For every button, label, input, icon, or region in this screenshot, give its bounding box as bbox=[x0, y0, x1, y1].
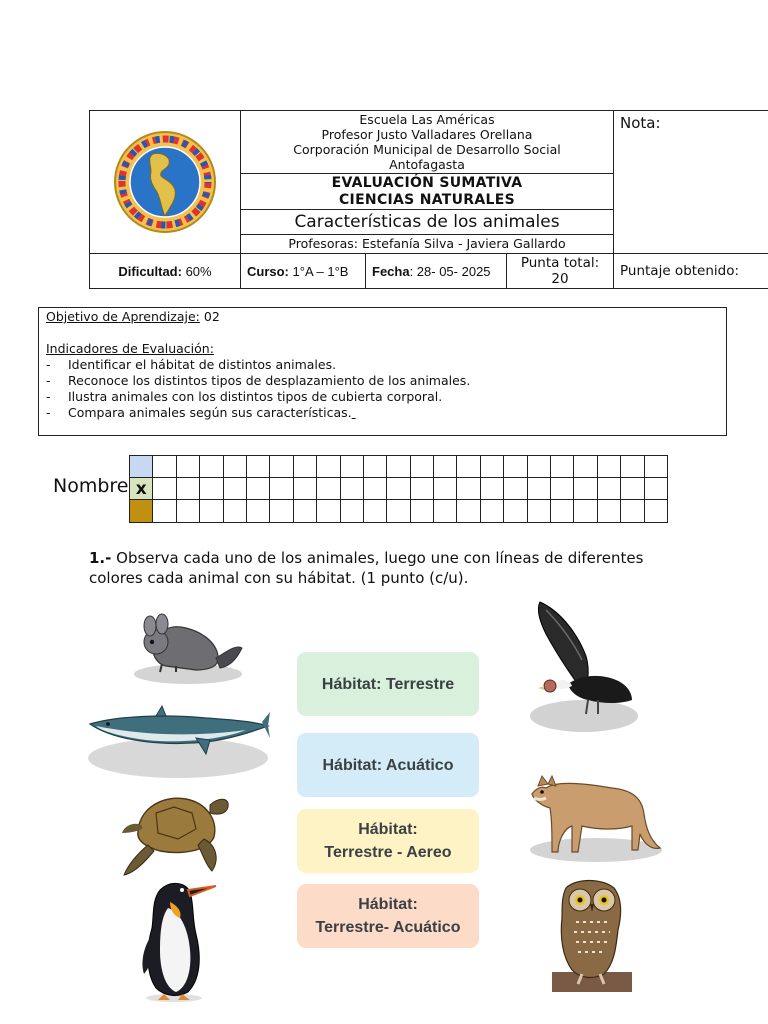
name-grid-cell[interactable] bbox=[223, 500, 246, 522]
name-grid-cell[interactable] bbox=[293, 456, 316, 478]
name-grid[interactable] bbox=[129, 455, 668, 523]
name-grid-cell[interactable] bbox=[387, 456, 410, 478]
name-grid-cell[interactable] bbox=[480, 478, 503, 500]
difficulty-cell bbox=[89, 253, 241, 289]
fecha-cell bbox=[365, 253, 507, 289]
name-grid-cell[interactable] bbox=[270, 500, 293, 522]
name-grid-cell[interactable] bbox=[317, 500, 340, 522]
name-grid-cell[interactable] bbox=[293, 478, 316, 500]
name-grid-cell[interactable] bbox=[574, 500, 597, 522]
name-grid-cell[interactable] bbox=[551, 478, 574, 500]
name-grid-cell[interactable] bbox=[527, 478, 550, 500]
name-grid-cell[interactable] bbox=[270, 456, 293, 478]
curso-cell bbox=[240, 253, 366, 289]
name-grid-cell[interactable] bbox=[621, 500, 644, 522]
name-grid-cell[interactable] bbox=[480, 456, 503, 478]
fecha-label: Fecha bbox=[372, 263, 410, 279]
punta-total-cell bbox=[506, 253, 614, 289]
header-table bbox=[89, 110, 768, 289]
habitat-box-terrestre[interactable]: Hábitat: Terrestre bbox=[297, 652, 479, 716]
name-grid-cell[interactable] bbox=[246, 478, 269, 500]
school-director: Profesor Justo Valladares Orellana bbox=[321, 127, 533, 142]
name-grid-cell[interactable] bbox=[644, 500, 667, 522]
habitat-box-terrestre-aereo[interactable]: Hábitat: Terrestre - Aereo bbox=[297, 809, 479, 873]
name-grid-cell[interactable] bbox=[434, 456, 457, 478]
name-grid-cell[interactable] bbox=[597, 456, 620, 478]
name-grid-cell[interactable] bbox=[504, 456, 527, 478]
name-label: Nombre bbox=[53, 475, 129, 497]
name-grid-cell[interactable] bbox=[527, 500, 550, 522]
objective-label: Objetivo de Aprendizaje: bbox=[46, 309, 200, 324]
penguin-icon[interactable] bbox=[130, 878, 220, 1002]
name-grid-cell[interactable] bbox=[574, 456, 597, 478]
whale-icon[interactable] bbox=[86, 702, 270, 782]
habitat-box-terrestre-acuatico[interactable]: Hábitat: Terrestre- Acuático bbox=[297, 884, 479, 948]
name-grid-cell[interactable] bbox=[457, 478, 480, 500]
name-grid-cell[interactable] bbox=[597, 478, 620, 500]
puma-icon[interactable] bbox=[528, 768, 664, 864]
school-corporation: Corporación Municipal de Desarrollo Social bbox=[293, 142, 561, 157]
name-grid-cell[interactable] bbox=[387, 500, 410, 522]
name-grid-cell[interactable] bbox=[363, 500, 386, 522]
objective-value: 02 bbox=[199, 309, 220, 324]
objective-box bbox=[38, 307, 727, 436]
habitat-box-acuatico[interactable]: Hábitat: Acuático bbox=[297, 733, 479, 797]
teachers: Profesoras: Estefanía Silva - Javiera Gallardo bbox=[288, 236, 566, 251]
name-grid-cell[interactable] bbox=[317, 478, 340, 500]
subject-cell bbox=[240, 209, 614, 235]
name-grid-cell[interactable] bbox=[130, 456, 153, 478]
name-grid-cell[interactable] bbox=[200, 500, 223, 522]
name-grid-row bbox=[130, 500, 668, 522]
name-grid-cell[interactable] bbox=[246, 500, 269, 522]
name-grid-cell[interactable] bbox=[176, 478, 199, 500]
eval-subject: CIENCIAS NATURALES bbox=[338, 192, 515, 208]
indicator-item: - Ilustra animales con los distintos tipos de cubierta corporal. bbox=[46, 389, 443, 404]
logo-cell bbox=[89, 110, 241, 254]
indicator-item: - Reconoce los distintos tipos de desplazamiento de los animales. bbox=[46, 373, 471, 388]
school-city: Antofagasta bbox=[389, 157, 465, 172]
name-grid-row bbox=[130, 456, 668, 478]
name-grid-cell[interactable] bbox=[340, 456, 363, 478]
name-grid-cell[interactable] bbox=[153, 500, 176, 522]
name-grid-cell[interactable] bbox=[410, 456, 433, 478]
name-grid-cell[interactable] bbox=[434, 500, 457, 522]
indicator-item: - Identificar el hábitat de distintos animales. bbox=[46, 357, 337, 372]
name-grid-cell[interactable] bbox=[410, 478, 433, 500]
school-logo-icon bbox=[113, 130, 217, 234]
name-grid-cell[interactable] bbox=[270, 478, 293, 500]
punta-total-value: 20 bbox=[551, 271, 569, 287]
name-grid-cell[interactable] bbox=[130, 500, 153, 522]
name-grid-cell[interactable] bbox=[223, 478, 246, 500]
name-grid-cell[interactable] bbox=[340, 500, 363, 522]
indicator-item: - Compara animales según sus características. bbox=[46, 405, 352, 420]
name-grid-cell[interactable] bbox=[246, 456, 269, 478]
name-grid-cell[interactable] bbox=[644, 456, 667, 478]
name-grid-cell[interactable] bbox=[457, 500, 480, 522]
puntaje-label: Puntaje obtenido: bbox=[620, 263, 740, 279]
name-grid-row bbox=[130, 478, 668, 500]
name-grid-cell[interactable] bbox=[551, 456, 574, 478]
name-mark[interactable]: x bbox=[130, 478, 153, 500]
name-grid-cell[interactable] bbox=[387, 478, 410, 500]
name-grid-cell[interactable] bbox=[293, 500, 316, 522]
name-grid-cell[interactable] bbox=[597, 500, 620, 522]
name-grid-cell[interactable] bbox=[434, 478, 457, 500]
question-text: Observa cada uno de los animales, luego une con líneas de diferentes colores cada animal con su hábitat. (1 punto (c/u). bbox=[89, 549, 644, 587]
punta-total-label: Punta total: bbox=[520, 255, 600, 271]
name-grid-cell[interactable] bbox=[410, 500, 433, 522]
name-grid-cell[interactable] bbox=[223, 456, 246, 478]
name-grid-cell[interactable] bbox=[480, 500, 503, 522]
name-grid-cell[interactable] bbox=[527, 456, 550, 478]
name-grid-cell[interactable] bbox=[504, 500, 527, 522]
teachers-cell bbox=[240, 234, 614, 254]
name-grid-cell[interactable] bbox=[340, 478, 363, 500]
name-grid-cell[interactable] bbox=[363, 456, 386, 478]
name-grid-cell[interactable] bbox=[176, 456, 199, 478]
question-1 bbox=[89, 548, 689, 588]
curso-label: Curso: bbox=[247, 263, 289, 279]
name-grid-cell[interactable] bbox=[644, 478, 667, 500]
eval-title: EVALUACIÓN SUMATIVA bbox=[331, 175, 523, 191]
name-grid-cell[interactable] bbox=[363, 478, 386, 500]
name-grid-cell[interactable] bbox=[153, 478, 176, 500]
puntaje-cell bbox=[613, 253, 768, 289]
name-grid-cell[interactable] bbox=[504, 478, 527, 500]
school-name: Escuela Las Américas bbox=[359, 112, 495, 127]
chinchilla-icon[interactable] bbox=[126, 608, 246, 688]
name-grid-cell[interactable] bbox=[153, 456, 176, 478]
fecha-value: : 28- 05- 2025 bbox=[409, 263, 491, 279]
name-grid-cell[interactable] bbox=[317, 456, 340, 478]
subject-title: Características de los animales bbox=[294, 212, 560, 232]
name-grid-cell[interactable] bbox=[200, 478, 223, 500]
curso-value: 1°A – 1°B bbox=[292, 263, 349, 279]
school-info bbox=[240, 110, 614, 174]
indicators-label: Indicadores de Evaluación: bbox=[46, 341, 214, 356]
condor-icon[interactable] bbox=[528, 600, 640, 732]
question-number: 1.- bbox=[89, 549, 112, 567]
difficulty-label: Dificultad: bbox=[118, 263, 182, 279]
name-grid-cell[interactable] bbox=[200, 456, 223, 478]
name-grid-cell[interactable] bbox=[574, 478, 597, 500]
name-grid-cell[interactable] bbox=[551, 500, 574, 522]
name-grid-cell[interactable] bbox=[176, 500, 199, 522]
turtle-icon[interactable] bbox=[120, 785, 232, 877]
difficulty-value: 60% bbox=[185, 263, 212, 279]
nota-cell bbox=[613, 110, 768, 254]
name-grid-cell[interactable] bbox=[457, 456, 480, 478]
name-grid-cell[interactable] bbox=[621, 456, 644, 478]
owl-icon[interactable] bbox=[552, 874, 632, 994]
nota-label: Nota: bbox=[620, 114, 661, 132]
eval-title-cell bbox=[240, 173, 614, 210]
name-grid-cell[interactable] bbox=[621, 478, 644, 500]
